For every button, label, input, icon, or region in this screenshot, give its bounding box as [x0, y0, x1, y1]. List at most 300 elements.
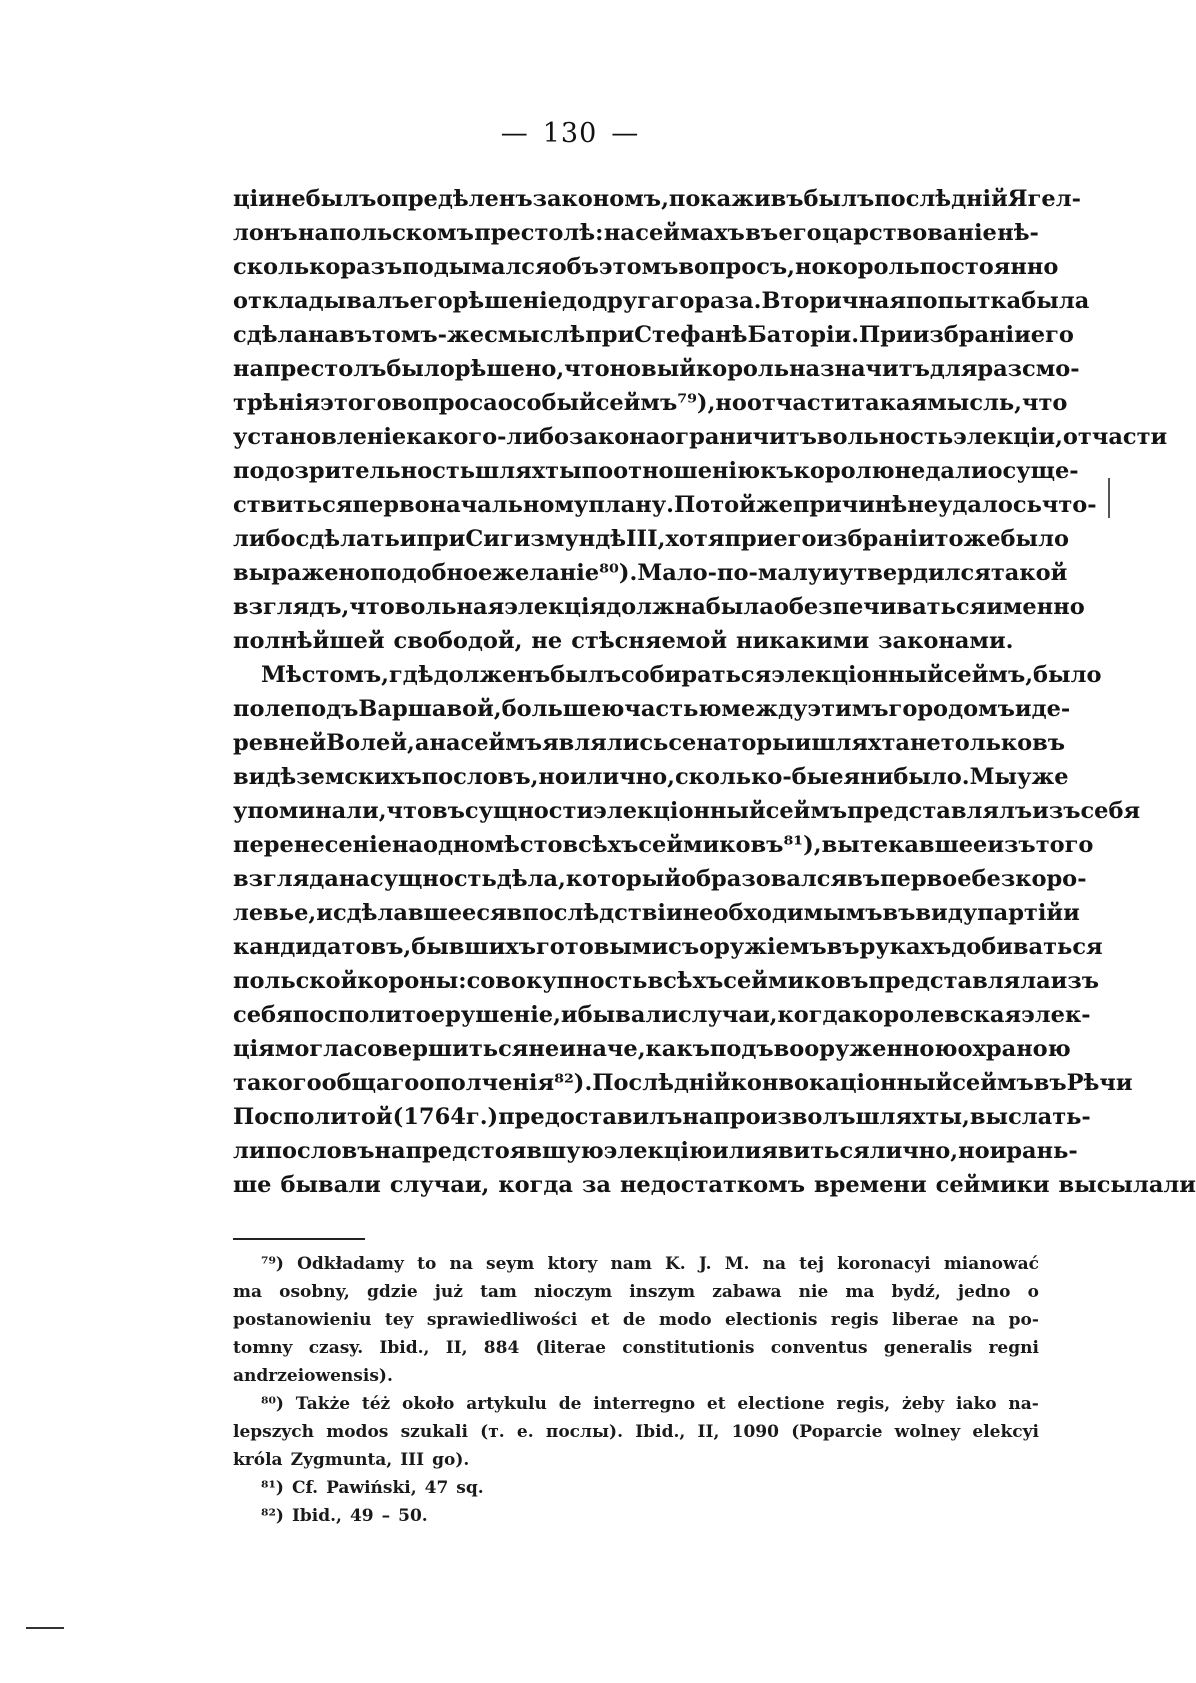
word: na- — [1008, 1394, 1039, 1414]
word: случаи, — [677, 1002, 778, 1028]
word: е. — [516, 1422, 534, 1442]
page-number-value: 130 — [542, 118, 598, 149]
body-text-line — [233, 1032, 1071, 1066]
word: inszym — [629, 1282, 696, 1302]
body-text-line — [233, 794, 1141, 828]
word: подозрительность — [233, 458, 476, 484]
word: сенаторы — [668, 730, 795, 756]
word: Варшавой, — [358, 696, 502, 722]
word: Ibid., — [291, 1506, 342, 1526]
word: удалось — [938, 492, 1042, 518]
word: частью — [624, 696, 722, 722]
word: этимъ — [807, 696, 889, 722]
word: полнѣйшей — [233, 628, 385, 654]
word: Баторіи. — [747, 322, 860, 348]
word: что- — [1041, 492, 1097, 518]
word: не — [531, 628, 563, 654]
body-text-line — [233, 862, 1087, 896]
word: elekcyi — [972, 1422, 1039, 1442]
body-text-line — [233, 590, 1085, 624]
word: o — [1027, 1282, 1039, 1302]
word: польскомъ — [329, 220, 474, 246]
word: ціи — [233, 186, 275, 212]
word: въ — [826, 934, 860, 960]
word: только — [940, 730, 1033, 756]
word: гдѣ — [389, 662, 434, 688]
word: этомъ — [598, 254, 679, 280]
word: ⁸¹), — [783, 832, 822, 858]
word: Ibid., — [635, 1422, 686, 1442]
word: г.) — [465, 1104, 499, 1130]
word: той — [710, 492, 756, 518]
word: того — [1035, 832, 1094, 858]
word: не — [274, 186, 306, 212]
word: бывшихъ — [411, 934, 536, 960]
word: разсмо- — [977, 356, 1080, 382]
word: или — [712, 1138, 762, 1164]
word: regis — [830, 1310, 879, 1330]
word: взгляда — [233, 866, 339, 892]
word: ше — [233, 1172, 272, 1198]
word: лично, — [869, 1138, 959, 1164]
word: такой — [990, 560, 1068, 586]
word: который — [565, 866, 682, 892]
word: левье, — [233, 900, 317, 926]
word: виду — [915, 900, 978, 926]
word: уже — [1017, 764, 1069, 790]
word: вопроса — [391, 390, 498, 416]
word: представлялъ — [847, 798, 1033, 824]
word: сдѣлавшееся — [332, 900, 507, 926]
footnote-line — [233, 1446, 1039, 1474]
word: что — [386, 798, 432, 824]
word: одно — [423, 832, 485, 858]
word: посполитое — [292, 1002, 446, 1028]
body-text-line — [233, 352, 1080, 386]
footnote-line — [233, 1418, 1039, 1446]
word: недостаткомъ — [619, 1172, 805, 1198]
word: никакими — [736, 628, 870, 654]
word: большею — [501, 696, 625, 722]
word: 50. — [398, 1506, 428, 1526]
word: такого — [233, 1070, 322, 1096]
word: должна — [606, 594, 706, 620]
word: готовыми — [535, 934, 669, 960]
word: желаніе — [492, 560, 600, 586]
word: При — [859, 322, 913, 348]
word: ограничитъ — [660, 424, 817, 450]
word: bydź, — [891, 1282, 941, 1302]
word: при — [724, 526, 774, 552]
body-text-line — [233, 488, 1097, 522]
word: былъ — [803, 186, 875, 212]
word: лонъ — [233, 220, 298, 246]
word: кандидатовъ, — [233, 934, 412, 960]
word: не — [894, 458, 926, 484]
word: tey — [384, 1310, 414, 1330]
word: а — [414, 730, 430, 756]
word: ⁷⁹) — [261, 1254, 284, 1274]
word: liberae — [892, 1310, 959, 1330]
footnote-line — [233, 1474, 1039, 1502]
word: такая — [851, 390, 928, 416]
word: na — [762, 1254, 786, 1274]
word: въ — [1033, 1070, 1067, 1096]
word: его — [773, 526, 817, 552]
word: et — [706, 1394, 726, 1414]
footnote-line — [233, 1306, 1039, 1334]
word: впослѣдствіи — [506, 900, 683, 926]
word: какъ — [645, 1036, 710, 1062]
body-text-line — [233, 1100, 1091, 1134]
word: трѣнія — [233, 390, 321, 416]
word: опредѣленъ — [376, 186, 533, 212]
word: ополченія — [419, 1070, 555, 1096]
word: вопросъ, — [678, 254, 796, 280]
word: Odkładamy — [297, 1254, 404, 1274]
word: королю — [793, 458, 895, 484]
footnote-line — [233, 1278, 1039, 1306]
word: постоянно — [919, 254, 1059, 280]
word: сеймики — [935, 1172, 1050, 1198]
word: пословъ, — [421, 764, 539, 790]
word: constitutionis — [622, 1338, 755, 1358]
word: go). — [432, 1450, 470, 1470]
word: сеймахъ — [635, 220, 745, 246]
word: дѣла, — [496, 866, 566, 892]
word: законами. — [878, 628, 1014, 654]
word: этого — [320, 390, 392, 416]
word: элекціи, — [953, 424, 1063, 450]
body-text-line — [233, 998, 1091, 1032]
word: żeby — [901, 1394, 945, 1414]
word: изъ — [1032, 798, 1081, 824]
word: подъ — [294, 696, 359, 722]
word: произволъ — [713, 1104, 856, 1130]
word: либо — [233, 526, 296, 552]
word: дали — [925, 458, 988, 484]
word: могла — [274, 1036, 354, 1062]
word: его — [409, 288, 453, 314]
footnote-line — [233, 1390, 1039, 1418]
word: nie — [798, 1282, 829, 1302]
word: закона — [569, 424, 661, 450]
body-text — [233, 182, 1196, 1202]
word: (Poparcie — [791, 1422, 883, 1442]
word: ⁸⁰). — [599, 560, 638, 586]
body-text-line — [233, 454, 1079, 488]
body-text-line — [233, 182, 1081, 216]
word: II, — [445, 1338, 468, 1358]
word: добиваться — [951, 934, 1103, 960]
body-text-line — [233, 250, 1059, 284]
word: утвердился — [838, 560, 991, 586]
word: to — [417, 1254, 437, 1274]
word: безкоро- — [971, 866, 1087, 892]
word: поле — [233, 696, 295, 722]
body-text-line — [233, 896, 1080, 930]
word: и — [560, 1002, 578, 1028]
word: Także — [295, 1394, 351, 1414]
word: не — [528, 1036, 560, 1062]
word: nioczym — [534, 1282, 613, 1302]
word: вольная — [394, 594, 505, 620]
word: na — [449, 1254, 473, 1274]
word: рушеніе, — [445, 1002, 561, 1028]
word: для — [929, 356, 978, 382]
word: охраною — [957, 1036, 1071, 1062]
word: de — [558, 1394, 582, 1414]
word: electionis — [724, 1310, 818, 1330]
word: 49 — [349, 1506, 374, 1526]
word: По — [673, 492, 711, 518]
word: Ibid., — [379, 1338, 430, 1358]
body-text-line — [233, 760, 1069, 794]
word: III, — [626, 526, 666, 552]
word: Мало-по-малу — [637, 560, 823, 586]
word: совокупность — [466, 968, 648, 994]
word: ревней — [233, 730, 327, 756]
word: изъ — [987, 832, 1036, 858]
word: modo — [658, 1310, 712, 1330]
word: не — [909, 730, 941, 756]
word: образовался — [681, 866, 848, 892]
word: et — [590, 1310, 610, 1330]
word: ma — [845, 1282, 875, 1302]
word: что — [349, 594, 395, 620]
word: когда — [498, 1172, 573, 1198]
word: сеймъ — [460, 730, 543, 756]
word: изъ — [1050, 968, 1099, 994]
word: по — [581, 458, 614, 484]
word: osobny, — [279, 1282, 350, 1302]
word: собираться — [620, 662, 772, 688]
word: въ — [339, 322, 372, 348]
word: Cf. — [291, 1478, 319, 1498]
word: закономъ, — [532, 186, 669, 212]
word: въ — [745, 220, 779, 246]
word: ція — [233, 1036, 275, 1062]
word: на — [233, 356, 265, 382]
word: первоначальному — [352, 492, 589, 518]
word: Мы — [969, 764, 1018, 790]
word: Волей, — [326, 730, 415, 756]
word: въ — [882, 900, 916, 926]
word: подъ — [709, 1036, 774, 1062]
word: между — [721, 696, 808, 722]
word: 884 — [483, 1338, 520, 1358]
word: отчасти — [1062, 424, 1168, 450]
word: было — [1033, 662, 1102, 688]
body-text-line — [233, 386, 1068, 420]
body-text-line — [233, 658, 1102, 692]
footnote-line — [233, 1250, 1039, 1278]
word: Послѣдній — [592, 1070, 731, 1096]
word: мысль, — [927, 390, 1022, 416]
word: artykulu — [466, 1394, 547, 1414]
word: króla — [233, 1450, 283, 1470]
word: высылали — [1058, 1172, 1196, 1198]
body-text-line — [233, 216, 1039, 250]
word: но — [958, 1138, 990, 1164]
word: nam — [610, 1254, 652, 1274]
word: modos — [326, 1422, 389, 1442]
word: нѣ- — [997, 220, 1039, 246]
word: былъ — [305, 186, 377, 212]
footnote-line — [233, 1334, 1039, 1362]
word: взглядъ, — [233, 594, 350, 620]
word: Стефанѣ — [634, 322, 748, 348]
word: seym — [486, 1254, 535, 1274]
word: około — [402, 1394, 455, 1414]
word: конвокаціонный — [730, 1070, 953, 1096]
body-text-line — [233, 726, 1066, 760]
word: III — [400, 1450, 425, 1470]
body-text-line — [233, 624, 1039, 658]
word: перенесеніе — [233, 832, 392, 858]
word: postanowieniu — [233, 1310, 372, 1330]
word: szukali — [400, 1422, 468, 1442]
word: – — [381, 1506, 391, 1526]
word: попытка — [905, 288, 1022, 314]
word: sq. — [456, 1478, 484, 1498]
word: и — [794, 730, 812, 756]
word: на — [429, 730, 461, 756]
word: Мѣстомъ, — [261, 662, 390, 688]
word: послы). — [545, 1422, 624, 1442]
body-text-line — [233, 318, 1074, 352]
word: Ягел- — [1007, 186, 1081, 212]
word: Посполитой — [233, 1104, 393, 1130]
word: въ — [1032, 730, 1066, 756]
word: другаго — [592, 288, 695, 314]
word: де- — [1031, 696, 1071, 722]
word: и — [1014, 696, 1032, 722]
word: осуще- — [987, 458, 1079, 484]
body-text-line — [233, 420, 1168, 454]
word: iako — [956, 1394, 997, 1414]
word: съ — [668, 934, 700, 960]
word: jedno — [957, 1282, 1011, 1302]
word: ствиться — [233, 492, 353, 518]
word: что — [564, 356, 610, 382]
body-text-line — [233, 556, 1068, 590]
word: и — [822, 560, 839, 586]
word: установленіе — [233, 424, 407, 450]
word: короны: — [357, 968, 467, 994]
word: всѣхъ — [647, 968, 724, 994]
word: но — [538, 764, 570, 790]
word: польской — [233, 968, 358, 994]
word: совершиться — [353, 1036, 529, 1062]
word: на — [391, 832, 424, 858]
margin-mark-right — [1108, 478, 1110, 518]
word: Сигизмундѣ — [465, 526, 627, 552]
word: партій — [977, 900, 1064, 926]
word: koronacyi — [837, 1254, 931, 1274]
word: рукахъ — [859, 934, 952, 960]
word: престолъ — [264, 356, 387, 382]
body-text-line — [233, 522, 1069, 556]
word: стѣсняемой — [571, 628, 728, 654]
word: смыслѣ — [484, 322, 586, 348]
word: мѣсто — [484, 832, 563, 858]
body-text-line — [233, 1168, 1196, 1202]
word: tej — [799, 1254, 824, 1274]
body-text-line — [233, 964, 1099, 998]
word: tam — [480, 1282, 517, 1302]
word: живъ — [731, 186, 804, 212]
word: сеймиковъ — [723, 968, 869, 994]
word: na — [971, 1310, 996, 1330]
word: сеймиковъ — [638, 832, 784, 858]
word: tomny — [233, 1338, 293, 1358]
word: gdzie — [366, 1282, 418, 1302]
word: былъ — [550, 662, 621, 688]
word: рѣшено, — [454, 356, 565, 382]
word: отчасти — [746, 390, 852, 416]
word: шляхта — [811, 730, 910, 756]
word: и — [316, 900, 333, 926]
word: сущности — [464, 798, 594, 824]
word: electione — [737, 1394, 825, 1414]
word: томъ-же — [371, 322, 485, 348]
word: Zygmunta, — [290, 1450, 393, 1470]
word: czasy. — [308, 1338, 364, 1358]
word: была — [1021, 288, 1090, 314]
word: выслать- — [969, 1104, 1091, 1130]
word: 1090 — [731, 1422, 779, 1442]
word: téż — [361, 1394, 391, 1414]
word: было — [386, 356, 455, 382]
word: когда — [777, 1002, 853, 1028]
word: бывали — [280, 1172, 381, 1198]
word: престолѣ: — [474, 220, 604, 246]
word: предоставилъ — [498, 1104, 683, 1130]
word: de — [622, 1310, 646, 1330]
word: какого-либо — [406, 424, 570, 450]
word: сдѣлана — [233, 322, 340, 348]
word: сеймъ — [952, 1070, 1034, 1096]
word: ⁸⁰) — [261, 1394, 284, 1414]
word: элекціонный — [593, 798, 766, 824]
word: представляла — [868, 968, 1051, 994]
word: назначитъ — [789, 356, 930, 382]
word: первое — [880, 866, 972, 892]
word: за — [582, 1172, 611, 1198]
page-number-dash-right: — — [611, 118, 640, 149]
word: interregno — [593, 1394, 696, 1414]
word: себя — [1080, 798, 1141, 824]
word: ma — [233, 1282, 263, 1302]
word: ⁸¹) — [261, 1478, 284, 1498]
word: было. — [893, 764, 970, 790]
word: regni — [988, 1338, 1039, 1358]
word: же — [755, 492, 793, 518]
word: рѣшеніе — [452, 288, 563, 314]
word: вооруженною — [773, 1036, 958, 1062]
word: при — [585, 322, 635, 348]
word: плану. — [588, 492, 674, 518]
word: ⁷⁹), — [677, 390, 716, 416]
word: już — [434, 1282, 463, 1302]
footnote-line — [233, 1502, 1039, 1530]
word: regis, — [836, 1394, 891, 1414]
body-text-line — [233, 1134, 1078, 1168]
word: Рѣчи — [1066, 1070, 1133, 1096]
footnote-separator — [233, 1238, 365, 1240]
word: тоже — [934, 526, 1001, 552]
